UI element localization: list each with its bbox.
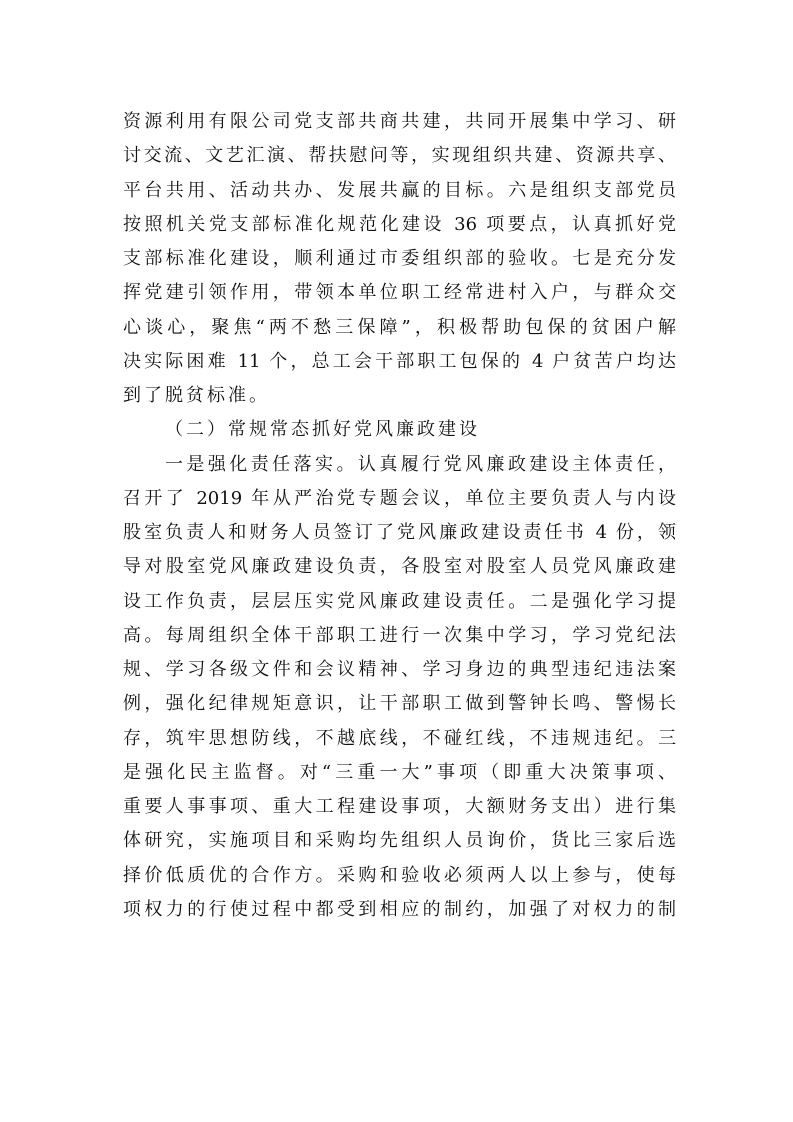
paragraph-line: 体研究，实施项目和采购均先组织人员询价，货比三家后选 — [123, 830, 676, 852]
paragraph-line: 规、学习各级文件和会议精神、学习身边的典型违纪违法案 — [123, 659, 676, 680]
paragraph-line: 按照机关党支部标准化规范化建设 36 项要点，认真抓好党 — [123, 213, 676, 235]
paragraph-line: 召开了 2019 年从严治党专题会议，单位主要负责人与内设 — [123, 487, 676, 509]
paragraph-line: 股室负责人和财务人员签订了党风廉政建设责任书 4 份，领 — [123, 522, 676, 543]
paragraph-line: 心谈心，聚焦“两不愁三保障”，积极帮助包保的贫困户解 — [123, 316, 676, 338]
section-heading: （二）常规常态抓好党风廉政建设 — [165, 419, 480, 441]
paragraph-line: 资源利用有限公司党支部共商共建，共同开展集中学习、研 — [123, 111, 676, 132]
paragraph-line: 决实际困难 11 个，总工会干部职工包保的 4 户贫苦户均达 — [123, 350, 676, 372]
paragraph-line: 是强化民主监督。对“三重一大”事项（即重大决策事项、 — [123, 761, 676, 783]
paragraph-line: 一是强化责任落实。认真履行党风廉政建设主体责任， — [165, 453, 676, 475]
paragraph-line: 重要人事事项、重大工程建设事项，大额财务支出）进行集 — [123, 796, 676, 817]
paragraph-line: 支部标准化建设，顺利通过市委组织部的验收。七是充分发 — [123, 248, 676, 269]
paragraph-line: 挥党建引领作用，带领本单位职工经常进村入户，与群众交 — [123, 282, 676, 304]
paragraph-line: 设工作负责，层层压实党风廉政建设责任。二是强化学习提 — [123, 590, 676, 612]
paragraph-line: 到了脱贫标准。 — [123, 385, 270, 406]
paragraph-line: 择价低质优的合作方。采购和验收必须两人以上参与，使每 — [123, 864, 676, 886]
paragraph-line: 项权力的行使过程中都受到相应的制约，加强了对权力的制 — [123, 898, 676, 920]
paragraph-line: 高。每周组织全体干部职工进行一次集中学习，学习党纪法 — [123, 624, 676, 646]
paragraph-line: 导对股室党风廉政建设负责，各股室对股室人员党风廉政建 — [123, 556, 676, 578]
paragraph-line: 存，筑牢思想防线，不越底线，不碰红线，不违规违纪。三 — [123, 727, 676, 749]
paragraph-line: 讨交流、文艺汇演、帮扶慰问等，实现组织共建、资源共享、 — [123, 145, 676, 167]
paragraph-line: 平台共用、活动共办、发展共赢的目标。六是组织支部党员 — [123, 179, 676, 201]
paragraph-line: 例，强化纪律规矩意识，让干部职工做到警钟长鸣、警惕长 — [123, 693, 676, 715]
